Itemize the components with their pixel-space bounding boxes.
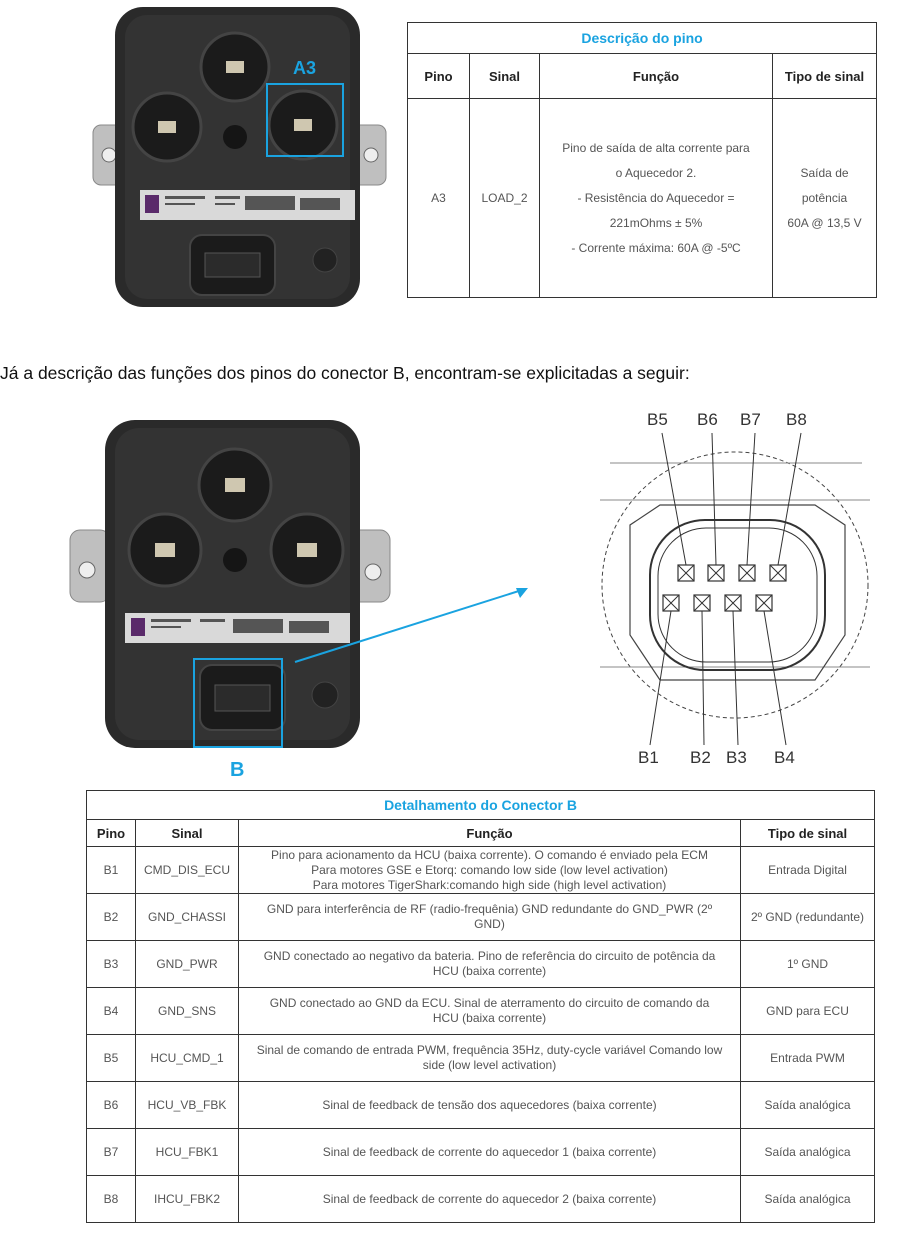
table-row xyxy=(87,1082,875,1129)
cell-sinal: GND_SNS xyxy=(136,988,239,1035)
cell-tipo: Entrada Digital xyxy=(741,847,875,894)
table-row xyxy=(87,1176,875,1223)
pin-label-b3: B3 xyxy=(726,748,747,767)
funcao-line: Para motores TigerShark:comando high side (high level activation) xyxy=(312,877,667,892)
cell-tipo: 2º GND (redundante) xyxy=(741,894,875,941)
funcao-line: 221mOhms ± 5% xyxy=(609,215,703,230)
cell-tipo: Saída analógica xyxy=(741,1129,875,1176)
cell-tipo xyxy=(773,99,877,298)
funcao-line: GND conectado ao GND da ECU. Sinal de aterramento do circuito de comando da xyxy=(269,996,710,1010)
pin-label-b1: B1 xyxy=(638,748,659,767)
funcao-line: HCU (baixa corrente) xyxy=(432,1011,547,1025)
tipo-line: Saída de xyxy=(800,165,849,180)
cell-sinal: GND_CHASSI xyxy=(136,894,239,941)
funcao-line: - Resistência do Aquecedor = xyxy=(577,190,735,205)
cell-funcao xyxy=(239,847,741,894)
cell-sinal: IHCU_FBK2 xyxy=(136,1176,239,1223)
cell-sinal: GND_PWR xyxy=(136,941,239,988)
header-sinal: Sinal xyxy=(136,820,239,847)
cell-pino: B5 xyxy=(87,1035,136,1082)
funcao-line: Sinal de comando de entrada PWM, frequência 35Hz, duty-cycle variável Comando low xyxy=(256,1043,723,1057)
funcao-line: Sinal de feedback de corrente do aquecedor 2 (baixa corrente) xyxy=(322,1191,657,1206)
cell-pino: B8 xyxy=(87,1176,136,1223)
header-funcao: Função xyxy=(239,820,741,847)
cell-pino: B4 xyxy=(87,988,136,1035)
pin-label-b2: B2 xyxy=(690,748,711,767)
pin-label-b8: B8 xyxy=(786,410,807,429)
cell-pino: B3 xyxy=(87,941,136,988)
cell-pino: A3 xyxy=(408,99,470,298)
pin-label-b7: B7 xyxy=(740,410,761,429)
cell-funcao xyxy=(239,1176,741,1223)
connector-label-b: B xyxy=(230,759,245,781)
cell-tipo: 1º GND xyxy=(741,941,875,988)
funcao-line: Sinal de feedback de tensão dos aquecedores (baixa corrente) xyxy=(322,1097,657,1112)
header-tipo: Tipo de sinal xyxy=(773,54,877,99)
header-tipo: Tipo de sinal xyxy=(741,820,875,847)
table-row xyxy=(87,847,875,894)
cell-sinal: LOAD_2 xyxy=(470,99,540,298)
tipo-line: potência xyxy=(801,190,848,205)
tipo-line: 60A @ 13,5 V xyxy=(787,215,862,230)
pinout-drawing xyxy=(590,405,885,770)
cell-funcao xyxy=(239,941,741,988)
conn-table-caption: Detalhamento do Conector B xyxy=(87,791,875,820)
cell-sinal: HCU_VB_FBK xyxy=(136,1082,239,1129)
cell-pino: B7 xyxy=(87,1129,136,1176)
funcao-line: - Corrente máxima: 60A @ -5ºC xyxy=(571,240,741,255)
cell-funcao xyxy=(239,894,741,941)
funcao-line: Pino para acionamento da HCU (baixa corrente). O comando é enviado pela ECM xyxy=(271,847,708,862)
cell-sinal: CMD_DIS_ECU xyxy=(136,847,239,894)
cell-pino: B2 xyxy=(87,894,136,941)
body-sentence: Já a descrição das funções dos pinos do conector B, encontram-se explicitadas a seguir: xyxy=(0,363,690,383)
table-row xyxy=(87,894,875,941)
pin-description-table xyxy=(407,22,877,298)
funcao-line: side (low level activation) xyxy=(422,1058,557,1072)
funcao-line: o Aquecedor 2. xyxy=(615,165,697,180)
pin-label-a3: A3 xyxy=(293,58,317,78)
highlight-box-b xyxy=(193,658,283,748)
funcao-line: HCU (baixa corrente) xyxy=(432,964,547,978)
cell-funcao xyxy=(239,1082,741,1129)
funcao-line: GND) xyxy=(474,917,505,931)
header-funcao: Função xyxy=(540,54,773,99)
pin-label-b4: B4 xyxy=(774,748,795,767)
cell-sinal: HCU_CMD_1 xyxy=(136,1035,239,1082)
cell-funcao xyxy=(239,1035,741,1082)
funcao-line: Pino de saída de alta corrente para xyxy=(562,140,750,155)
table-row xyxy=(87,1129,875,1176)
cell-tipo: GND para ECU xyxy=(741,988,875,1035)
cell-funcao xyxy=(239,1129,741,1176)
pin-table-caption: Descrição do pino xyxy=(408,23,877,54)
highlight-box-a3 xyxy=(266,83,344,157)
pin-label-b6: B6 xyxy=(697,410,718,429)
cell-tipo: Entrada PWM xyxy=(741,1035,875,1082)
connector-b-table xyxy=(86,790,875,1223)
cell-pino: B6 xyxy=(87,1082,136,1129)
funcao-line: GND conectado ao negativo da bateria. Pino de referência do circuito de potência da xyxy=(263,949,716,963)
table-row xyxy=(87,941,875,988)
pin-label-b5: B5 xyxy=(647,410,668,429)
header-pino: Pino xyxy=(408,54,470,99)
module-photo-top xyxy=(85,5,395,310)
funcao-line: Para motores GSE e Etorq: comando low side (low level activation) xyxy=(311,862,668,877)
header-pino: Pino xyxy=(87,820,136,847)
cell-tipo: Saída analógica xyxy=(741,1082,875,1129)
header-sinal: Sinal xyxy=(470,54,540,99)
cell-pino: B1 xyxy=(87,847,136,894)
cell-funcao xyxy=(540,99,773,298)
cell-sinal: HCU_FBK1 xyxy=(136,1129,239,1176)
table-row xyxy=(87,1035,875,1082)
funcao-line: Sinal de feedback de corrente do aquecedor 1 (baixa corrente) xyxy=(322,1144,657,1159)
funcao-line: GND para interferência de RF (radio-frequênia) GND redundante do GND_PWR (2º xyxy=(266,902,713,916)
pointer-arrow xyxy=(290,580,535,670)
cell-funcao xyxy=(239,988,741,1035)
cell-tipo: Saída analógica xyxy=(741,1176,875,1223)
table-row xyxy=(87,988,875,1035)
